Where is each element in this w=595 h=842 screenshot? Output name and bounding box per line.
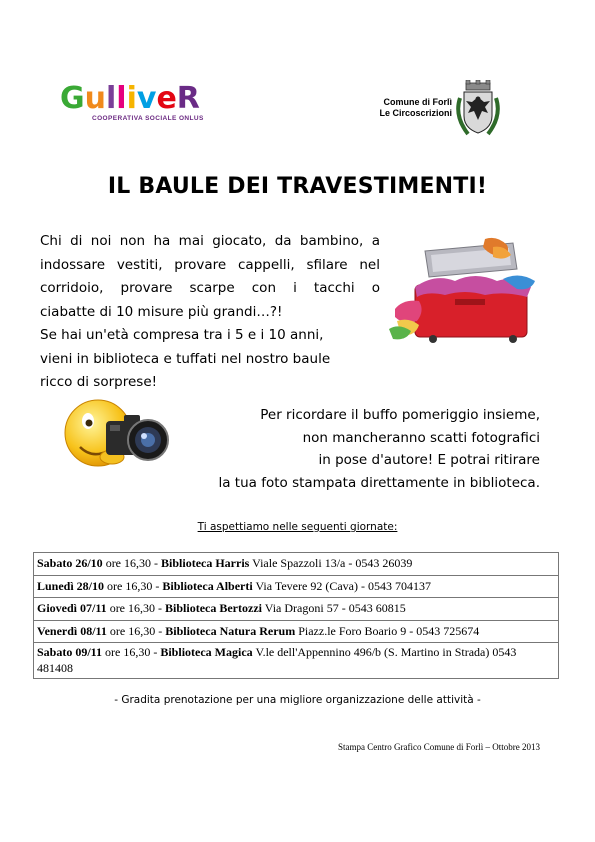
logo-letter: e — [156, 81, 177, 116]
schedule-address: V.le dell'Appennino 496/b (S. Martino in Strada) 0543 481408 — [37, 645, 517, 675]
table-cell — [34, 553, 559, 576]
schedule-time: ore 16,30 - — [106, 623, 166, 638]
booking-note: - Gradita prenotazione per una migliore organizzazione delle attività - — [114, 694, 481, 706]
schedule-time: ore 16,30 - — [102, 556, 162, 570]
comune-line2: Le Circoscrizioni — [379, 108, 452, 118]
smiley-with-camera-icon — [62, 395, 187, 475]
logo-letter: l — [105, 81, 117, 116]
intro-line: Chi di noi non ha mai giocato, da bambino, a — [40, 233, 380, 249]
logo-letter: i — [126, 81, 137, 116]
schedule-library: Biblioteca Alberti — [162, 578, 253, 593]
photo-line: Per ricordare il buffo pomeriggio insieme, — [260, 407, 540, 423]
intro-line: ciabatte di 10 misure più grandi…?! — [40, 303, 283, 320]
logo-letter: R — [176, 81, 200, 116]
photo-line: la tua foto stampata direttamente in biblioteca. — [218, 474, 540, 491]
table-row — [34, 598, 559, 621]
gulliver-logo — [60, 82, 240, 127]
logo-letter: G — [60, 81, 85, 116]
schedule-address: Piazz.le Foro Boario 9 - 0543 725674 — [295, 623, 480, 638]
schedule-library: Biblioteca Harris — [161, 556, 250, 570]
schedule-library: Biblioteca Bertozzi — [165, 601, 262, 615]
intro-line: corridoio, provare scarpe con i tacchi o — [40, 280, 380, 296]
schedule-library: Biblioteca Magica — [160, 645, 253, 659]
schedule-address: Via Tevere 92 (Cava) - 0543 704137 — [252, 578, 431, 593]
schedule-day: Sabato 09/11 — [37, 645, 103, 659]
schedule-library: Biblioteca Natura Rerum — [165, 623, 296, 638]
logo-subtitle: COOPERATIVA SOCIALE ONLUS — [92, 115, 204, 122]
table-cell — [34, 620, 559, 643]
schedule-day: Venerdì 08/11 — [37, 623, 107, 638]
intro-line: ricco di sorprese! — [40, 374, 158, 390]
schedule-table — [33, 552, 559, 679]
logo-letter: u — [84, 81, 106, 116]
logo-letter: l — [116, 81, 127, 116]
photo-line: non mancheranno scatti fotografici — [302, 429, 540, 446]
schedule-time: ore 16,30 - — [102, 645, 161, 659]
dates-heading: Ti aspettiamo nelle seguenti giornate: — [197, 521, 398, 533]
intro-line: indossare vestiti, provare cappelli, sfilare nel — [40, 256, 380, 273]
photo-paragraph — [180, 404, 540, 494]
logo-wordmark — [60, 82, 200, 116]
table-cell — [34, 575, 559, 598]
comune-line1: Comune di Forlì — [383, 97, 452, 107]
schedule-day: Giovedì 07/11 — [37, 601, 107, 615]
page-title: IL BAULE DEI TRAVESTIMENTI! — [107, 174, 488, 199]
table-row — [34, 620, 559, 643]
suitcase-with-clothes-icon — [385, 237, 545, 347]
schedule-day: Lunedì 28/10 — [37, 578, 105, 593]
comune-label — [352, 97, 452, 119]
table-row — [34, 643, 559, 679]
city-crest-icon — [452, 80, 504, 138]
schedule-day: Sabato 26/10 — [37, 556, 103, 570]
table-cell — [34, 598, 559, 621]
schedule-address: Via Dragoni 57 - 0543 60815 — [261, 601, 406, 615]
intro-line: vieni in biblioteca e tuffati nel nostro baule — [40, 350, 331, 367]
table-row — [34, 575, 559, 598]
logo-letter: v — [136, 81, 157, 116]
schedule-address: Viale Spazzoli 13/a - 0543 26039 — [249, 556, 413, 570]
table-cell — [34, 643, 559, 679]
intro-paragraph — [40, 230, 380, 395]
print-footer: Stampa Centro Grafico Comune di Forlì – Ottobre 2013 — [338, 742, 540, 752]
intro-line: Se hai un'età compresa tra i 5 e i 10 anni, — [40, 327, 324, 343]
schedule-time: ore 16,30 - — [104, 578, 163, 593]
schedule-time: ore 16,30 - — [106, 601, 166, 615]
photo-line: in pose d'autore! E potrai ritirare — [318, 452, 540, 468]
table-row — [34, 553, 559, 576]
